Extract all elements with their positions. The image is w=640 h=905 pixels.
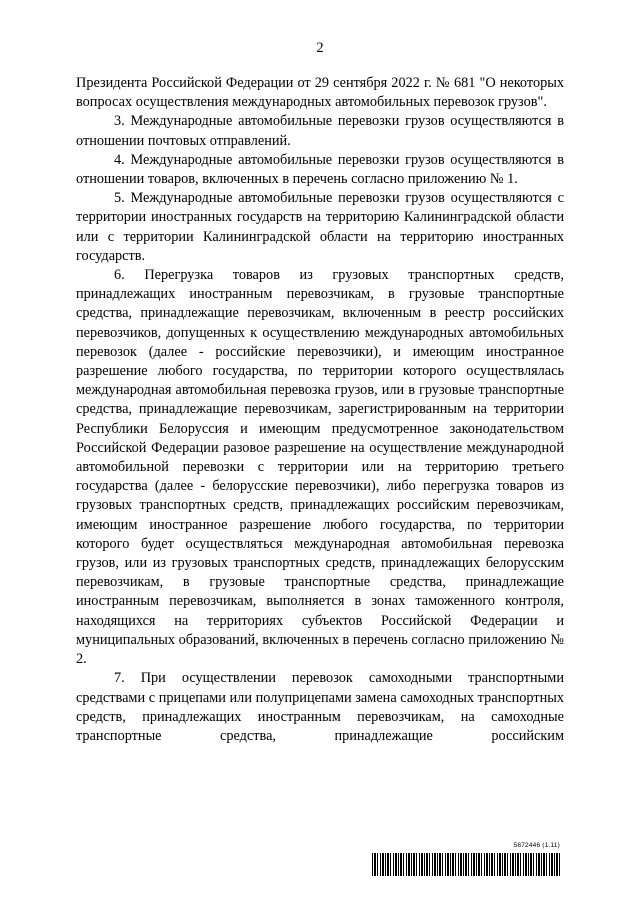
document-code: 5872446 (1.11): [513, 842, 560, 849]
page-number: 2: [316, 40, 324, 56]
paragraph-item-6: 6. Перегрузка товаров из грузовых транспортных средств, принадлежащих иностранным перевозчикам, в грузовые транспортные средства, принадлежащие перевозчикам, включенным в реестр российских перевозчиков, допущенных к осуществлению международных автомобильных перевозок (далее - российские перевозчики), и имеющим иностранное разрешение любого государства, по территории которого осуществлялась международная автомобильная перевозка грузов, или в грузовые транспортные средства, принадлежащие перевозчикам, зарегистрированным на территории Республики Белоруссия и имеющим предусмотренное законодательством Российской Федерации разовое разрешение на осуществление международной автомобильной перевозки с территории или на территорию третьего государства (далее - белорусские перевозчики), либо перегрузка товаров из грузовых транспортных средств, принадлежащих российским перевозчикам, имеющим иностранное разрешение любого государства, по территории которого будет осуществляться международная автомобильная перевозка грузов, или из грузовых транспортных средств, принадлежащих белорусским перевозчикам, в грузовые транспортные средства, принадлежащие иностранным перевозчикам, выполняется в зонах таможенного контроля, находящихся на территориях субъектов Российской Федерации и муниципальных образований, включенных в перечень согласно приложению № 2.: [76, 267, 564, 668]
paragraph-continuation: Президента Российской Федерации от 29 сентября 2022 г. № 681 "О некоторых вопросах осуществления международных автомобильных перевозок грузов".: [76, 75, 564, 111]
paragraph-item-7: 7. При осуществлении перевозок самоходными транспортными средствами с прицепами или полуприцепами замена самоходных транспортных средств, принадлежащих иностранным перевозчикам, на самоходные транспортные средства, принадлежащие российским: [76, 670, 564, 744]
paragraph-item-5: 5. Международные автомобильные перевозки грузов осуществляются с территории иностранных государств на территорию Калининградской области или с территории Калининградской области на территорию иностранных государств.: [76, 190, 564, 264]
barcode-icon: [372, 853, 561, 876]
paragraph-item-3: 3. Международные автомобильные перевозки грузов осуществляются в отношении почтовых отправлений.: [76, 113, 564, 149]
paragraph-item-4: 4. Международные автомобильные перевозки грузов осуществляются в отношении товаров, включенных в перечень согласно приложению № 1.: [76, 151, 564, 188]
document-body: [76, 74, 564, 746]
